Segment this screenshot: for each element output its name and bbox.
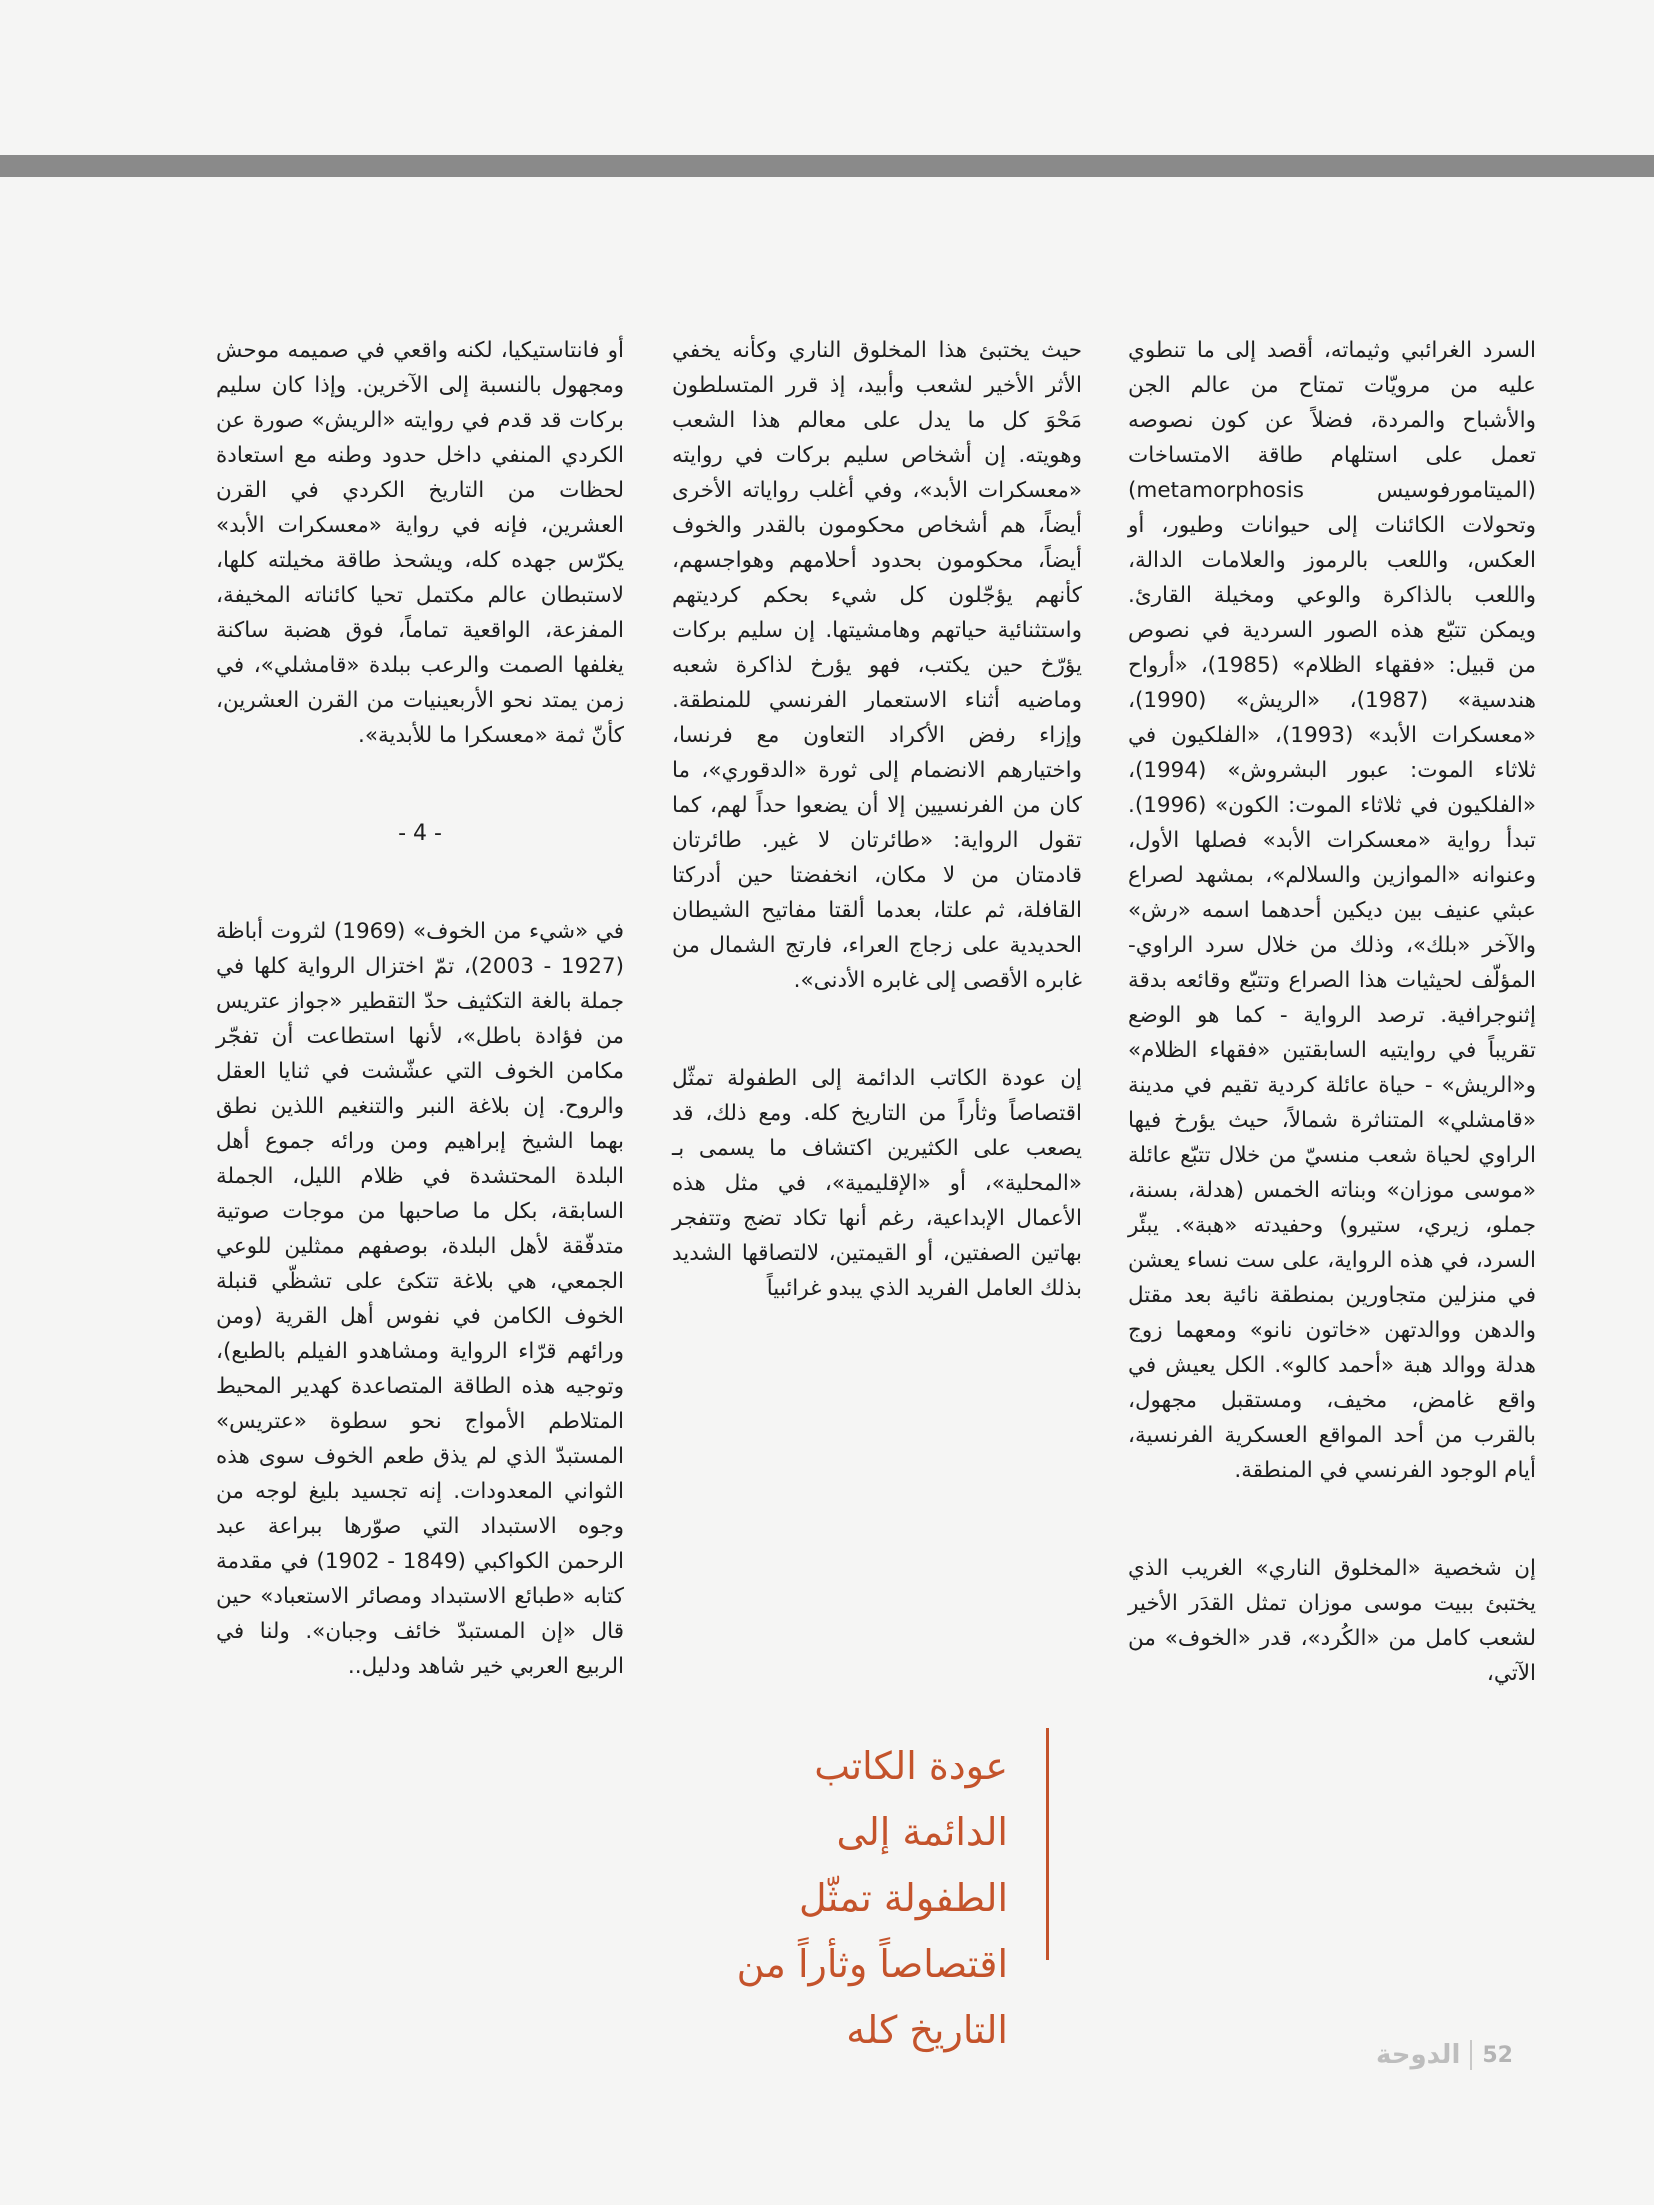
pull-quote-divider xyxy=(1046,1728,1049,1960)
paragraph: إن شخصية «المخلوق الناري» الغريب الذي يختبئ ببيت موسى موزان تمثل القدَر الأخير لشعب كامل من «الكُرد»، قدر «الخوف» من الآتي، xyxy=(1128,1556,1536,1686)
article-column-left xyxy=(216,298,624,1747)
article-column-middle xyxy=(672,298,1082,1369)
magazine-logo: الدوحة xyxy=(1376,2040,1461,2070)
pull-quote: عودة الكاتب الدائمة إلى الطفولة تمثّل اقتصاصاً وثأراً من التاريخ كله xyxy=(736,1744,1008,2052)
page-number: 52 xyxy=(1482,2042,1513,2068)
paragraph: أو فانتاستيكيا، لكنه واقعي في صميمه موحش ومجهول بالنسبة إلى الآخرين. وإذا كان سليم بركات قد قدم في روايته «الريش» صورة عن الكردي المنفي داخل حدود وطنه مع استعادة لحظات من التاريخ الكردي في القرن العشرين، فإنه في رواية «معسكرات الأبد» يكرّس جهده كله، ويشحذ طاقة مخيلته كلها، لاستبطان عالم مكتمل تحيا كائناته المخيفة، المفزعة، الواقعية تماماً، فوق هضبة ساكنة يغلفها الصمت والرعب ببلدة «قامشلي»، في زمن يمتد نحو الأربعينيات من القرن العشرين، كأنّ ثمة «معسكرا ما للأبدية». xyxy=(216,338,624,748)
page-footer xyxy=(1376,2035,1513,2075)
article-column-right xyxy=(1128,298,1536,1754)
paragraph: إن عودة الكاتب الدائمة إلى الطفولة تمثّل اقتصاصاً وثأراً من التاريخ كله. ومع ذلك، قد يصعب على الكثيرين اكتشاف ما يسمى بـ «المحلية»، أو «الإقليمية»، في مثل هذه الأعمال الإبداعية، رغم أنها تكاد تضج وتتفجر بهاتين الصفتين، أو القيمتين، لالتصاقها الشديد بذلك العامل الفريد الذي يبدو غرائبياً xyxy=(672,1066,1082,1301)
section-number: - 4 - xyxy=(398,821,442,846)
paragraph: حيث يختبئ هذا المخلوق الناري وكأنه يخفي الأثر الأخير لشعب وأبيد، إذ قرر المتسلطون مَحْوَ كل ما يدل على معالم هذا الشعب وهويته. إن أشخاص سليم بركات في روايته «معسكرات الأبد»، وفي أغلب رواياته الأخرى أيضاً، هم أشخاص محكومون بالقدر والخوف أيضاً، محكومون بحدود أحلامهم وهواجسهم، كأنهم يؤجّلون كل شيء بحكم كرديتهم واستثنائية حياتهم وهامشيتها. إن سليم بركات يؤرّخ حين يكتب، فهو يؤرخ لذاكرة شعبه وماضيه أثناء الاستعمار الفرنسي للمنطقة. وإزاء رفض الأكراد التعاون مع فرنسا، واختيارهم الانضمام إلى ثورة «الدقوري»، ما كان من الفرنسيين إلا أن يضعوا حداً لهم، كما تقول الرواية: «طائرتان لا غير. طائرتان قادمتان من لا مكان، انخفضتا حين أدركتا القافلة، ثم علتا، بعدما ألقتا مفاتيح الشيطان الحديدية على زجاج العراء، فارتج الشمال من غابره الأقصى إلى غابره الأدنى». xyxy=(672,338,1082,993)
paragraph: السرد الغرائبي وثيماته، أقصد إلى ما تنطوي عليه من مرويّات تمتاح من عالم الجن والأشباح والمردة، فضلاً عن كون نصوصه تعمل على استلهام طاقة الامتساخات (الميتامورفوسيس metamorphosis) وتحولات الكائنات إلى حيوانات وطيور، أو العكس، واللعب بالرموز والعلامات الدالة، واللعب بالذاكرة والوعي ومخيلة القارئ. ويمكن تتبّع هذه الصور السردية في نصوص من قبيل: «فقهاء الظلام» (1985)، «أرواح هندسية» (1987)، «الريش» (1990)، «معسكرات الأبد» (1993)، «الفلكيون في ثلاثاء الموت: عبور البشروش» (1994)، «الفلكيون في ثلاثاء الموت: الكون» (1996). تبدأ رواية «معسكرات الأبد» فصلها الأول، وعنوانه «الموازين والسلالم»، بمشهد لصراع عبثي عنيف بين ديكين أحدهما اسمه «رش» والآخر «بلك»، وذلك من خلال سرد الراوي-المؤلّف لحيثيات هذا الصراع وتتبّع وقائعه بدقة إثنوجرافية. ترصد الرواية - كما هو الوضع تقريباً في روايتيه السابقتين «فقهاء الظلام» و«الريش» - حياة عائلة كردية تقيم في مدينة «قامشلي» المتناثرة شمالاً، حيث يؤرخ فيها الراوي لحياة شعب منسيّ من خلال تتبّع عائلة «موسى موزان» وبناته الخمس (هدلة، بسنة، جملو، زيري، ستيرو) وحفيدته «هبة». يبئّر السرد، في هذه الرواية، على ست نساء يعشن في منزلين متجاورين بمنطقة نائية بعد مقتل والدهن ووالدتهن «خاتون نانو» ومعهما زوج هدلة ووالد هبة «أحمد كالو». الكل يعيش في واقع غامض، مخيف، ومستقبل مجهول، بالقرب من أحد المواقع العسكرية الفرنسية، أيام الوجود الفرنسي في المنطقة. xyxy=(1128,338,1537,1483)
footer-divider xyxy=(1470,2040,1472,2070)
top-header-bar xyxy=(0,155,1654,177)
paragraph: في «شيء من الخوف» (1969) لثروت أباظة (1927 - 2003)، تمّ اختزال الرواية كلها في جملة بالغة التكثيف حدّ التقطير «جواز عتريس من فؤادة باطل»، لأنها استطاعت أن تفجّر مكامن الخوف التي عشّشت في ثنايا العقل والروح. إن بلاغة النبر والتنغيم اللذين نطق بهما الشيخ إبراهيم ومن ورائه جموع أهل البلدة المحتشدة في ظلام الليل، الجملة السابقة، بكل ما صاحبها من موجات صوتية متدفّقة لأهل البلدة، بوصفهم ممثلين للوعي الجمعي، هي بلاغة تتكئ على تشظّي قنبلة الخوف الكامن في نفوس أهل القرية (ومن ورائهم قرّاء الرواية ومشاهدو الفيلم بالطبع)، وتوجيه هذه الطاقة المتصاعدة كهدير المحيط المتلاطم الأمواج نحو سطوة «عتريس» المستبدّ الذي لم يذق طعم الخوف سوى هذه الثواني المعدودات. إنه تجسيد بليغ لوجه من وجوه الاستبداد التي صوّرها ببراعة عبد الرحمن الكواكبي (1849 - 1902) في مقدمة كتابه «طبائع الاستبداد ومصائر الاستعباد» حين قال «إن المستبدّ خائف وجبان». ولنا في الربيع العربي خير شاهد ودليل.. xyxy=(216,919,624,1679)
